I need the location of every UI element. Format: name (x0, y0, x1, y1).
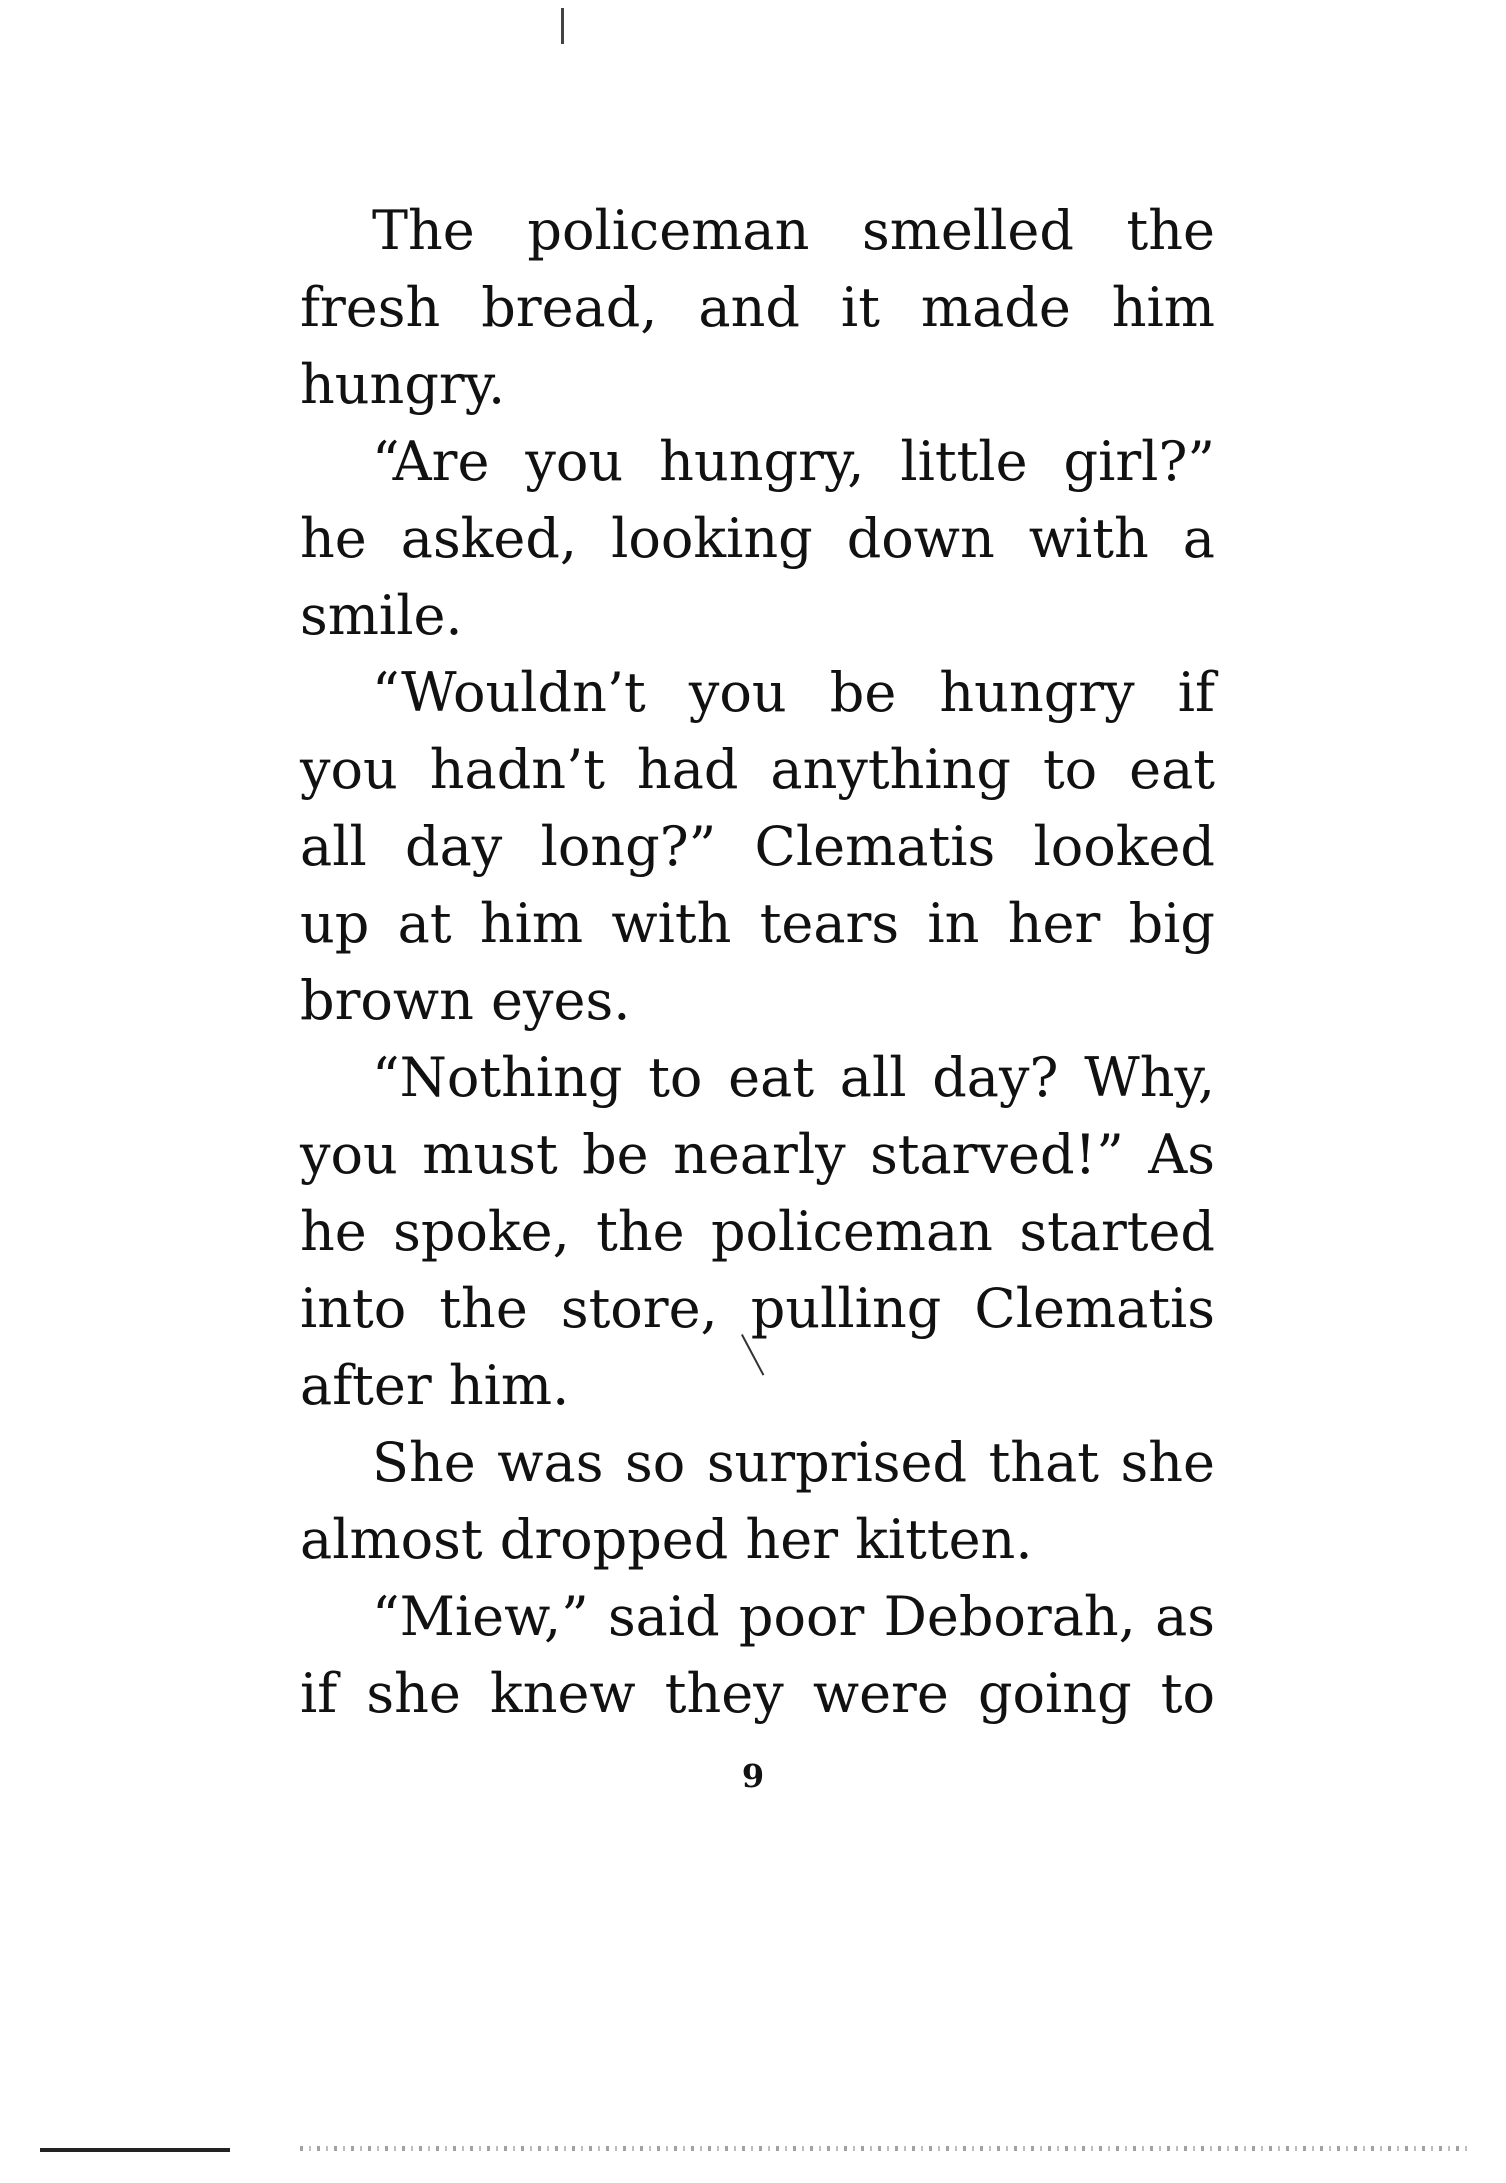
scan-dust (300, 2146, 1470, 2151)
text-line: “Wouldn’t you be hungry if (372, 661, 1215, 724)
text-line: he spoke, the policeman started (300, 1200, 1215, 1263)
body-text (300, 192, 1215, 1732)
text-line: “Miew,” said poor Deborah, as (372, 1585, 1215, 1648)
text-line: smile. (300, 584, 463, 647)
text-line: “Are you hungry, little girl?” (372, 430, 1215, 493)
scan-edge (40, 2148, 230, 2152)
text-line: if she knew they were going to (300, 1662, 1215, 1725)
text-line: “Nothing to eat all day? Why, (372, 1046, 1215, 1109)
text-line: you must be nearly starved!” As (300, 1123, 1215, 1186)
scan-mark (561, 8, 564, 44)
text-line: he asked, looking down with a (300, 507, 1215, 570)
text-line: The policeman smelled the (372, 199, 1215, 262)
text-line: after him. (300, 1354, 570, 1417)
text-line: up at him with tears in her big (300, 892, 1215, 955)
text-line: hungry. (300, 353, 506, 416)
text-line: brown eyes. (300, 969, 631, 1032)
text-line: almost dropped her kitten. (300, 1508, 1033, 1571)
text-line: all day long?” Clematis looked (300, 815, 1215, 878)
text-line: She was so surprised that she (372, 1431, 1215, 1494)
text-line: fresh bread, and it made him (300, 276, 1215, 339)
page-number: 9 (741, 1757, 765, 1795)
text-line: into the store, pulling Clematis (300, 1277, 1215, 1340)
text-line: you hadn’t had anything to eat (300, 738, 1215, 801)
